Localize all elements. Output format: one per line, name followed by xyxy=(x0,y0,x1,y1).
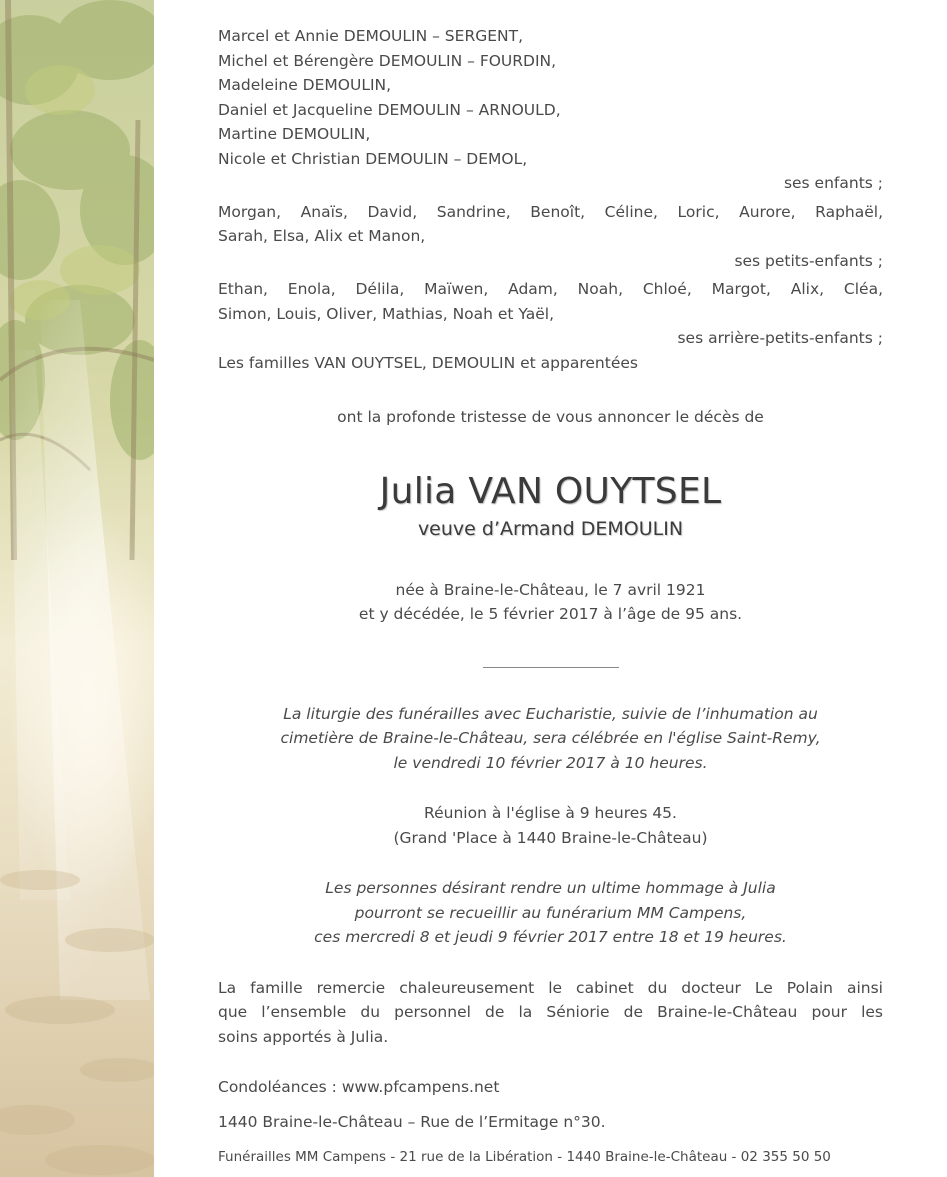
obituary-notice xyxy=(218,24,883,1166)
thanks-line: soins apportés à Julia. xyxy=(218,1027,389,1046)
children-relation-label: ses enfants ; xyxy=(783,174,883,192)
great-grandchildren-names xyxy=(218,277,883,326)
great-grandchildren-relation-label: ses arrière-petits-enfants ; xyxy=(677,329,883,347)
deceased-name: Julia VAN OUYTSEL xyxy=(379,470,722,512)
reunion-line: (Grand 'Place à 1440 Braine-le-Château) xyxy=(393,828,708,847)
family-line: Martine DEMOULIN, xyxy=(218,125,371,143)
forest-path-image xyxy=(0,0,154,1177)
visitation-line: pourront se recueillir au funérarium MM Campens, xyxy=(354,903,747,922)
divider xyxy=(483,667,619,668)
funeral-line: cimetière de Braine-le-Château, sera célébrée en l'église Saint-Remy, xyxy=(280,729,821,747)
birth-death-info xyxy=(218,578,883,627)
funeral-line: le vendredi 10 février 2017 à 10 heures. xyxy=(393,753,708,772)
thanks-paragraph xyxy=(218,976,883,1050)
deceased-subtitle: veuve d’Armand DEMOULIN xyxy=(417,517,684,540)
reunion-line: Réunion à l'église à 9 heures 45. xyxy=(424,804,677,822)
family-line: Michel et Bérengère DEMOULIN – FOURDIN, xyxy=(218,51,557,70)
families-line: Les familles VAN OUYTSEL, DEMOULIN et apparentées xyxy=(218,353,638,372)
funeral-details xyxy=(218,702,883,776)
birth-line: née à Braine-le-Château, le 7 avril 1921 xyxy=(395,580,706,599)
names-line: Morgan, Anaïs, David, Sandrine, Benoît, Céline, Loric, Aurore, Raphaël, xyxy=(218,202,883,221)
visitation-line: ces mercredi 8 et jeudi 9 février 2017 entre 18 et 19 heures. xyxy=(314,928,787,946)
reunion-details xyxy=(218,801,883,850)
names-line: Ethan, Enola, Délila, Maïwen, Adam, Noah, Chloé, Margot, Alix, Cléa, xyxy=(218,280,883,298)
thanks-line: La famille remercie chaleureusement le cabinet du docteur Le Polain ainsi xyxy=(218,978,883,997)
names-line: Simon, Louis, Oliver, Mathias, Noah et Yaël, xyxy=(218,304,555,323)
death-line: et y décédée, le 5 février 2017 à l’âge de 95 ans. xyxy=(358,605,743,623)
condolences-link[interactable]: Condoléances : www.pfcampens.net xyxy=(218,1078,500,1096)
thanks-line: que l’ensemble du personnel de la Séniorie de Braine-le-Château pour les xyxy=(218,1003,883,1021)
grandchildren-relation-label: ses petits-enfants ; xyxy=(734,251,883,270)
funeral-line: La liturgie des funérailles avec Eucharistie, suivie de l’inhumation au xyxy=(283,704,818,723)
names-line: Sarah, Elsa, Alix et Manon, xyxy=(218,227,426,245)
family-line: Daniel et Jacqueline DEMOULIN – ARNOULD, xyxy=(218,100,561,119)
grandchildren-names xyxy=(218,200,883,249)
family-line: Nicole et Christian DEMOULIN – DEMOL, xyxy=(218,149,528,168)
funeral-home-address: 1440 Braine-le-Château – Rue de l’Ermitage n°30. xyxy=(218,1112,606,1131)
visitation-line: Les personnes désirant rendre un ultime hommage à Julia xyxy=(325,879,776,897)
announcement-text: ont la profonde tristesse de vous annoncer le décès de xyxy=(337,408,764,426)
visitation-details xyxy=(218,876,883,950)
family-line: Marcel et Annie DEMOULIN – SERGENT, xyxy=(218,27,524,45)
family-line: Madeleine DEMOULIN, xyxy=(218,76,392,94)
footer: Funérailles MM Campens - 21 rue de la Libération - 1440 Braine-le-Château - 02 355 50 50 xyxy=(218,1149,831,1165)
children-list xyxy=(218,24,883,171)
